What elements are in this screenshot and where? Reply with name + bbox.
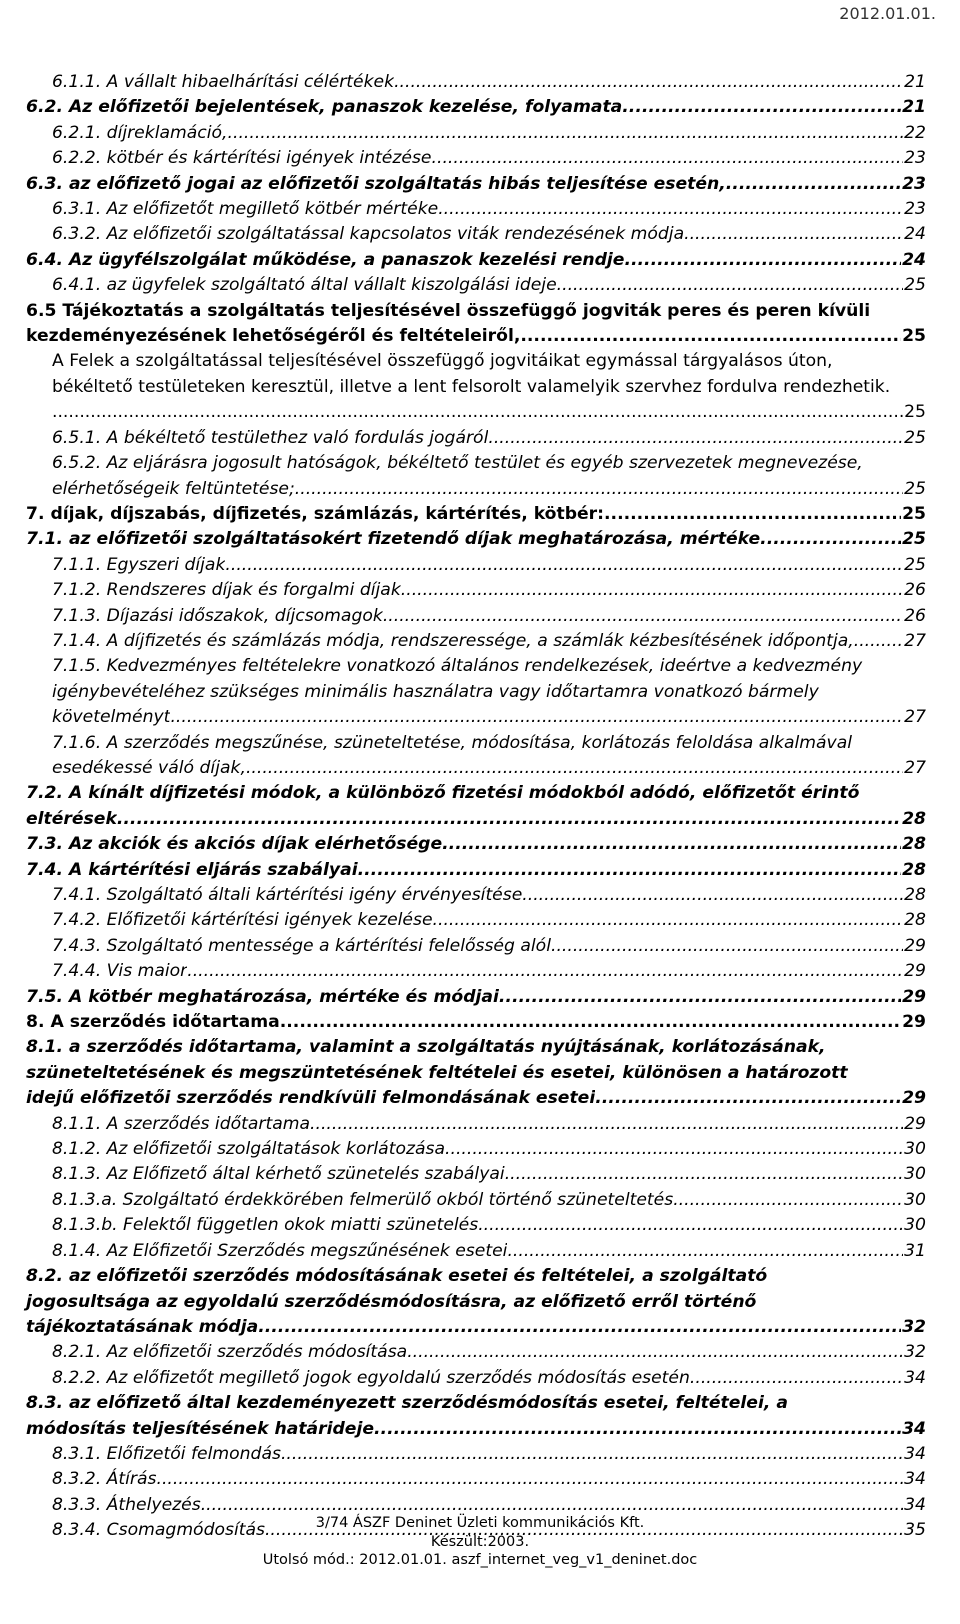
toc-entry-text: 6.3.2. Az előfizetői szolgáltatással kapcsolatos viták rendezésének módja	[52, 224, 685, 245]
toc-page-number: 28	[902, 859, 926, 880]
dot-leader	[499, 985, 901, 1010]
toc-page-number: 27	[904, 707, 926, 728]
toc-page-number: 24	[902, 249, 926, 270]
toc-page-number: 21	[902, 97, 926, 118]
toc-page-number: 34	[904, 1367, 926, 1388]
toc-page-number: 30	[904, 1139, 926, 1160]
dot-leader	[432, 146, 904, 171]
toc-entry-text: 8.1. a szerződés időtartama, valamint a szolgáltatás nyújtásának, korlátozásának,	[26, 1037, 826, 1058]
toc-entry[interactable]	[26, 172, 926, 197]
dot-leader	[624, 248, 901, 273]
toc-entry-text: békéltető testületeken keresztül, illetve a lent felsorolt valamelyik szervhez fordulva rendezhetik.	[52, 376, 891, 397]
toc-page-number: 25	[904, 427, 926, 448]
dot-leader	[310, 1112, 903, 1137]
header-date: 2012.01.01.	[839, 4, 936, 23]
toc-entry[interactable]	[26, 1188, 926, 1213]
toc-page-number: 29	[904, 961, 926, 982]
toc-entry[interactable]	[26, 1035, 926, 1111]
dot-leader	[394, 70, 903, 95]
dot-leader	[551, 934, 903, 959]
dot-leader	[401, 578, 903, 603]
toc-page-number: 34	[904, 1469, 926, 1490]
toc-page-number: 27	[904, 630, 926, 651]
toc-entry-text: 6.5 Tájékoztatás a szolgáltatás teljesítésével összefüggő jogviták peres és peren kívüli	[26, 300, 871, 321]
dot-leader	[854, 629, 903, 654]
toc-page-number: 25	[902, 503, 926, 524]
toc-page-number: 35	[904, 1520, 926, 1541]
toc-entry[interactable]	[26, 273, 926, 298]
toc-entry-text: 7.1.3. Díjazási időszakok, díjcsomagok	[52, 605, 383, 626]
toc-entry-text: 7.5. A kötbér meghatározása, mértéke és módjai	[26, 986, 499, 1007]
toc-entry-text: 6.5.2. Az eljárásra jogosult hatóságok, békéltető testület és egyéb szervezetek megnevezése,	[52, 453, 863, 474]
toc-entry[interactable]	[26, 1366, 926, 1391]
toc-entry[interactable]	[26, 70, 926, 95]
toc-entry[interactable]	[26, 1340, 926, 1365]
toc-entry-text: esedékessé váló díjak,	[52, 757, 246, 778]
toc-page-number: 23	[904, 148, 926, 169]
toc-entry-text: 6.2. Az előfizetői bejelentések, panaszok kezelése, folyamata	[26, 97, 623, 118]
toc-page-number: 28	[904, 885, 926, 905]
toc-entry-text: 8.2.2. Az előfizetőt megillető jogok egyoldalú szerződés módosítás esetén	[52, 1367, 690, 1388]
toc-entry[interactable]	[26, 146, 926, 171]
toc-page-number: 31	[904, 1240, 926, 1261]
dot-leader	[170, 705, 903, 730]
dot-leader	[246, 756, 903, 781]
toc-entry-text: tájékoztatásának módja	[26, 1316, 259, 1337]
toc-entry-text: 8.1.3.b. Felektől független okok miatti szünetelés	[52, 1215, 479, 1236]
toc-entry-text: 7.4.3. Szolgáltató mentessége a kártérítési felelősség alól	[52, 935, 551, 956]
toc-entry-text: követelményt	[52, 707, 171, 728]
toc-page-number: 30	[904, 1215, 926, 1236]
toc-entry-text: 6.3.1. Az előfizetőt megillető kötbér mértéke	[52, 199, 439, 220]
toc-page-number: 21	[904, 72, 926, 92]
dot-leader	[280, 1010, 901, 1035]
dot-leader	[673, 1188, 903, 1213]
toc-entry[interactable]	[26, 1213, 926, 1238]
footer-modified: Utolsó mód.: 2012.01.01. aszf_internet_veg_v1_deninet.doc	[262, 1552, 698, 1568]
toc-page-number: 28	[902, 834, 926, 855]
toc-entry-text: 7.1. az előfizetői szolgáltatásokért fizetendő díjak meghatározása, mértéke	[26, 529, 761, 550]
toc-entry-text: 6.2.2. kötbér és kártérítési igények intézése	[52, 148, 432, 169]
toc-page-number: 25	[904, 402, 926, 423]
toc-entry-text: 6.2.1. díjreklamáció,	[52, 122, 228, 143]
toc-entry-text: A Felek a szolgáltatással teljesítésével összefüggő jogvitáikat egymással tárgyalásos úton,	[52, 351, 833, 372]
toc-page-number: 28	[904, 910, 926, 931]
toc-entry-text: 7.4.4. Vis maior	[52, 961, 188, 982]
dot-leader	[445, 1137, 903, 1162]
toc-entry-text: elérhetőségeik feltüntetése;	[52, 478, 295, 499]
toc-entry-text: 7.1.5. Kedvezményes feltételekre vonatkozó általános rendelkezések, ideértve a kedvezmény	[52, 656, 863, 677]
toc-page-number: 25	[902, 326, 926, 347]
page-footer	[0, 1514, 960, 1570]
toc-page-number: 29	[902, 986, 926, 1007]
footer-created: Készült:2003.	[430, 1533, 530, 1550]
toc-entry[interactable]	[26, 1442, 926, 1467]
toc-entry[interactable]	[26, 222, 926, 247]
dot-leader	[726, 172, 901, 197]
toc-entry[interactable]	[26, 553, 926, 578]
toc-entry-text: 8. A szerződés időtartama	[26, 1012, 280, 1033]
dot-leader	[604, 502, 901, 527]
toc-entry-text: 7.4.1. Szolgáltató általi kártérítési igény érvényesítése	[52, 885, 523, 905]
toc-page-number: 27	[904, 757, 926, 778]
toc-entry[interactable]	[26, 832, 926, 857]
toc-entry[interactable]	[26, 781, 926, 832]
toc-entry-text: 8.3.3. Áthelyezés	[52, 1494, 201, 1515]
dot-leader	[684, 222, 903, 247]
dot-leader	[507, 1239, 903, 1264]
toc-entry-text: 7.1.6. A szerződés megszűnése, szüneteltetése, módosítása, korlátozás feloldása alkalmával	[52, 732, 853, 753]
table-of-contents	[26, 70, 926, 1544]
toc-entry[interactable]	[26, 629, 926, 654]
toc-page-number: 23	[904, 199, 926, 220]
dot-leader	[488, 426, 903, 451]
toc-entry[interactable]	[26, 299, 926, 350]
toc-entry-text: 8.1.1. A szerződés időtartama	[52, 1113, 311, 1134]
toc-entry[interactable]	[26, 426, 926, 451]
toc-page-number: 26	[904, 605, 926, 626]
toc-entry-text: módosítás teljesítésének határideje	[26, 1418, 375, 1439]
toc-page-number: 23	[902, 173, 926, 194]
toc-page-number: 34	[904, 1443, 926, 1464]
dot-leader	[595, 1086, 901, 1111]
toc-entry[interactable]	[26, 197, 926, 222]
toc-entry[interactable]	[26, 1391, 926, 1442]
toc-page-number: 32	[902, 1316, 926, 1337]
toc-entry-text: 7.1.2. Rendszeres díjak és forgalmi díjak	[52, 580, 401, 601]
dot-leader	[187, 959, 903, 984]
toc-page-number: 34	[904, 1494, 926, 1515]
toc-entry[interactable]	[26, 95, 926, 120]
toc-entry-text: 7.3. Az akciók és akciós díjak elérhetősége	[26, 834, 443, 855]
toc-entry[interactable]	[26, 1112, 926, 1137]
dot-leader	[358, 858, 901, 883]
toc-entry-text: 6.4.1. az ügyfelek szolgáltató által vállalt kiszolgálási ideje	[52, 275, 557, 296]
footer-page-info: 3/74 ÁSZF Deninet Üzleti kommunikációs Kft.	[315, 1515, 645, 1531]
toc-page-number: 32	[904, 1342, 926, 1363]
toc-page-number: 28	[902, 808, 926, 829]
toc-page-number: 25	[904, 478, 926, 499]
toc-entry-text: szüneteltetésének és megszüntetésének feltételei és esetei, különösen a határozott	[26, 1062, 848, 1083]
dot-leader	[438, 197, 903, 222]
toc-entry[interactable]	[26, 883, 926, 908]
toc-entry-text: 8.1.4. Az Előfizetői Szerződés megszűnésének esetei	[52, 1240, 508, 1261]
dot-leader	[433, 908, 904, 933]
toc-entry[interactable]	[26, 1162, 926, 1187]
toc-entry-text: 8.3. az előfizető által kezdeményezett szerződésmódosítás esetei, feltételei, a	[26, 1393, 788, 1414]
toc-entry[interactable]	[26, 731, 926, 782]
toc-entry[interactable]	[26, 908, 926, 933]
toc-page-number: 29	[904, 1113, 926, 1134]
toc-entry-text: 8.2.1. Az előfizetői szerződés módosítása	[52, 1342, 408, 1363]
toc-entry[interactable]	[26, 654, 926, 730]
dot-leader	[258, 1315, 901, 1340]
toc-entry-text: 7.1.4. A díjfizetés és számlázás módja, rendszeressége, a számlák kézbesítésének időpontja,	[52, 630, 854, 651]
toc-entry-text: 7.2. A kínált díjfizetési módok, a különböző fizetési módokból adódó, előfizetőt érintő	[26, 783, 860, 804]
toc-entry[interactable]	[26, 858, 926, 883]
toc-entry[interactable]	[26, 121, 926, 146]
toc-entry-text: eltérések	[26, 808, 117, 829]
toc-entry[interactable]	[26, 248, 926, 273]
toc-entry[interactable]	[26, 1239, 926, 1264]
dot-leader	[622, 95, 901, 120]
toc-entry-text: 6.5.1. A békéltető testülethez való fordulás jogáról	[52, 427, 489, 448]
toc-entry[interactable]	[26, 604, 926, 629]
dot-leader	[281, 1442, 903, 1467]
toc-entry[interactable]	[26, 934, 926, 959]
toc-page-number: 25	[904, 275, 926, 296]
dot-leader	[505, 1162, 903, 1187]
toc-entry[interactable]	[26, 1264, 926, 1340]
toc-entry[interactable]	[26, 1137, 926, 1162]
toc-page-number: 30	[904, 1164, 926, 1185]
toc-page-number: 29	[902, 1088, 926, 1109]
toc-entry[interactable]	[26, 451, 926, 502]
toc-page-number: 26	[904, 580, 926, 601]
toc-entry-text: 6.3. az előfizető jogai az előfizetői szolgáltatás hibás teljesítése esetén,	[26, 173, 726, 194]
toc-entry-text: 6.1.1. A vállalt hibaelhárítási célértékek	[52, 72, 395, 92]
toc-page-number: 30	[904, 1189, 926, 1210]
toc-page-number: 29	[904, 935, 926, 956]
toc-page-number: 24	[904, 224, 926, 245]
dot-leader	[295, 477, 903, 502]
toc-page-number: 22	[904, 122, 926, 143]
toc-entry-text: kezdeményezésének lehetőségéről és feltételeiről,	[26, 326, 521, 347]
dot-leader	[522, 883, 903, 908]
dot-leader	[374, 1417, 901, 1442]
toc-entry-text: 8.3.1. Előfizetői felmondás	[52, 1443, 281, 1464]
toc-entry[interactable]	[26, 502, 926, 527]
toc-page-number: 25	[904, 554, 926, 575]
toc-entry-text: 7. díjak, díjszabás, díjfizetés, számlázás, kártérítés, kötbér:	[26, 503, 605, 524]
toc-entry-text: 8.3.2. Átírás	[52, 1469, 157, 1490]
dot-leader	[442, 832, 901, 857]
toc-page-number: 25	[902, 529, 926, 550]
toc-entry-text: 8.1.3. Az Előfizető által kérhető szünetelés szabályai	[52, 1164, 505, 1185]
dot-leader	[557, 273, 903, 298]
toc-entry[interactable]	[26, 1010, 926, 1035]
toc-page-number: 34	[902, 1418, 926, 1439]
dot-leader	[690, 1366, 903, 1391]
dot-leader	[225, 553, 903, 578]
toc-entry[interactable]	[26, 1467, 926, 1492]
dot-leader	[52, 400, 903, 425]
dot-leader	[383, 604, 903, 629]
dot-leader	[520, 324, 901, 349]
toc-entry[interactable]	[26, 578, 926, 603]
dot-leader	[117, 807, 901, 832]
toc-entry[interactable]	[26, 959, 926, 984]
dot-leader	[478, 1213, 903, 1238]
toc-entry-text: jogosultsága az egyoldalú szerződésmódosításra, az előfizető erről történő	[26, 1291, 757, 1312]
toc-page-number: 29	[902, 1012, 926, 1033]
toc-entry-text: 8.1.2. Az előfizetői szolgáltatások korlátozása	[52, 1139, 446, 1160]
toc-entry-text: 6.4. Az ügyfélszolgálat működése, a panaszok kezelési rendje	[26, 249, 625, 270]
toc-entry[interactable]	[26, 527, 926, 552]
dot-leader	[228, 121, 904, 146]
toc-entry-text: igénybevételéhez szükséges minimális használatra vagy időtartamra vonatkozó bármely	[52, 681, 819, 702]
toc-entry[interactable]	[26, 349, 926, 425]
toc-entry-text: 8.1.3.a. Szolgáltató érdekkörében felmerülő okból történő szüneteltetés	[52, 1189, 674, 1210]
toc-entry-text: 7.1.1. Egyszeri díjak	[52, 554, 226, 575]
dot-leader	[407, 1340, 903, 1365]
toc-entry-text: 8.3.4. Csomagmódosítás	[52, 1520, 265, 1541]
toc-entry-text: idejű előfizetői szerződés rendkívüli felmondásának esetei	[26, 1088, 596, 1109]
toc-entry-text: 8.2. az előfizetői szerződés módosításának esetei és feltételei, a szolgáltató	[26, 1266, 768, 1287]
dot-leader	[157, 1467, 904, 1492]
toc-entry[interactable]	[26, 985, 926, 1010]
toc-entry-text: 7.4. A kártérítési eljárás szabályai	[26, 859, 358, 880]
dot-leader	[760, 527, 901, 552]
toc-entry-text: 7.4.2. Előfizetői kártérítési igények kezelése	[52, 910, 433, 931]
